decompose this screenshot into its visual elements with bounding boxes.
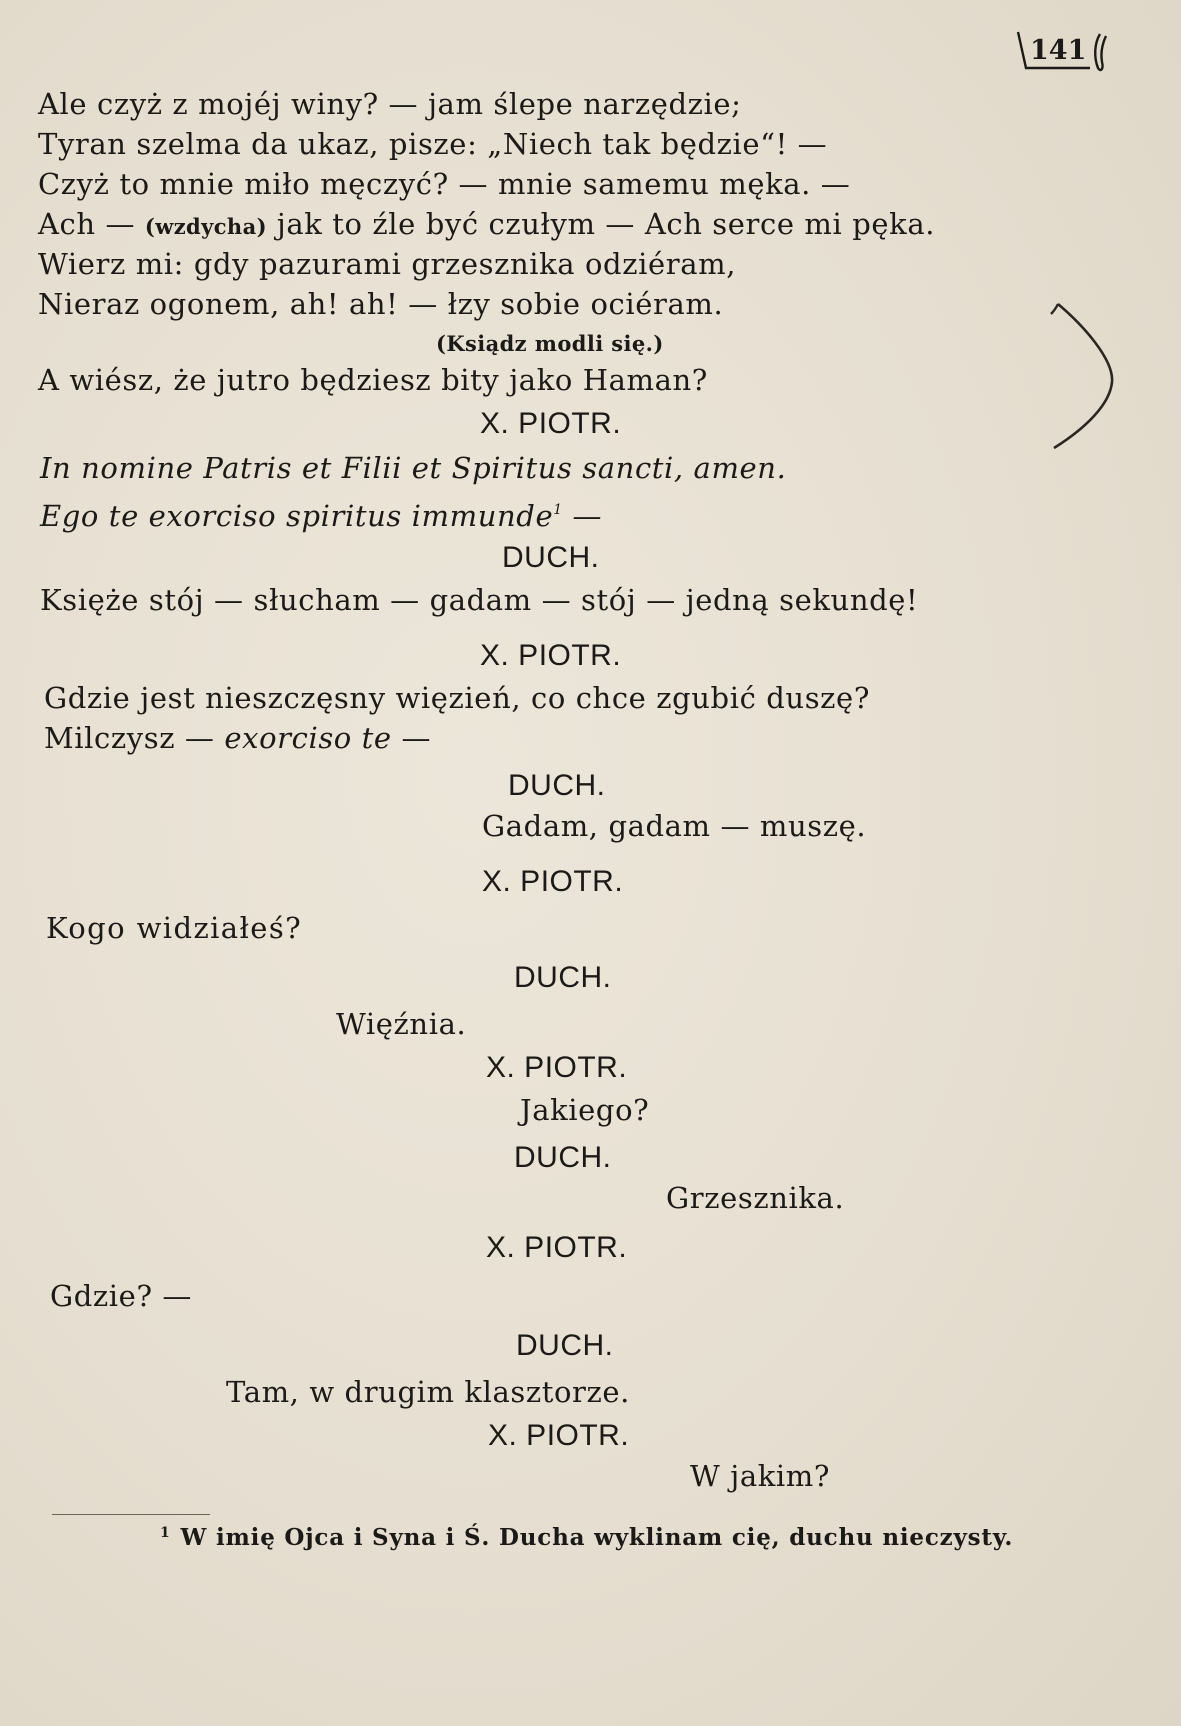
speaker-heading: DUCH. [502, 541, 600, 574]
pencil-bracket-mark [1040, 290, 1130, 460]
verse-text: Ach — [38, 207, 145, 241]
footnote [160, 1518, 1013, 1553]
verse-line: W jakim? [690, 1459, 831, 1493]
verse-text: — [562, 499, 603, 533]
verse-line: Nieraz ogonem, ah! ah! — łzy sobie ociéram. [38, 287, 724, 321]
verse-line: Jakiego? [520, 1093, 650, 1127]
page-number [1016, 28, 1108, 80]
speaker-heading: DUCH. [516, 1329, 614, 1362]
verse-line: Gadam, gadam — muszę. [482, 809, 867, 843]
verse-line: Więźnia. [336, 1007, 467, 1041]
speaker-heading: X. PIOTR. [486, 1051, 628, 1084]
verse-line: Wierz mi: gdy pazurami grzesznika odziéram, [38, 247, 737, 281]
verse-line [44, 720, 431, 756]
verse-line: Tam, w drugim klasztorze. [226, 1375, 630, 1409]
latin-line: In nomine Patris et Filii et Spiritus sancti, amen. [40, 451, 787, 485]
verse-line: A wiész, że jutro będziesz bity jako Haman? [38, 363, 708, 397]
verse-line: Kogo widziałeś? [46, 911, 303, 945]
verse-text: — [391, 721, 432, 755]
footnote-mark: 1 [160, 1525, 171, 1541]
speaker-heading: DUCH. [514, 1141, 612, 1174]
verse-text: jak to źle być czułym — Ach serce mi pęka. [266, 207, 936, 241]
latin-text: Ego te exorciso spiritus immunde [40, 499, 554, 533]
verse-line [38, 206, 935, 245]
speaker-heading: X. PIOTR. [480, 407, 622, 440]
speaker-heading: X. PIOTR. [488, 1419, 630, 1452]
verse-line: Grzesznika. [666, 1181, 845, 1215]
footnote-text: W imię Ojca i Syna i Ś. Ducha wyklinam cię, duchu nieczysty. [180, 1524, 1014, 1551]
latin-text: exorciso te [224, 721, 392, 755]
verse-text: Milczysz — [44, 721, 225, 755]
stage-direction: (Ksiądz modli się.) [436, 331, 664, 356]
speaker-heading: DUCH. [514, 961, 612, 994]
page-number-text: 141 [1030, 35, 1087, 66]
verse-line: Gdzie? — [50, 1279, 193, 1313]
footnote-reference: 1 [553, 502, 563, 518]
verse-line: Czyż to mnie miło męczyć? — mnie samemu męka. — [38, 167, 851, 201]
speaker-heading: X. PIOTR. [486, 1231, 628, 1264]
latin-line [40, 492, 602, 534]
verse-line: Gdzie jest nieszczęsny więzień, co chce zgubić duszę? [44, 681, 870, 715]
stage-direction: (wzdycha) [144, 214, 267, 239]
verse-line: Ale czyż z mojéj winy? — jam ślepe narzędzie; [38, 87, 742, 121]
verse-line: Księże stój — słucham — gadam — stój — jedną sekundę! [40, 583, 919, 617]
speaker-heading: DUCH. [508, 769, 606, 802]
speaker-heading: X. PIOTR. [480, 639, 622, 672]
footnote-rule [52, 1514, 210, 1515]
verse-line: Tyran szelma da ukaz, pisze: „Niech tak będzie“! — [38, 127, 828, 161]
speaker-heading: X. PIOTR. [482, 865, 624, 898]
